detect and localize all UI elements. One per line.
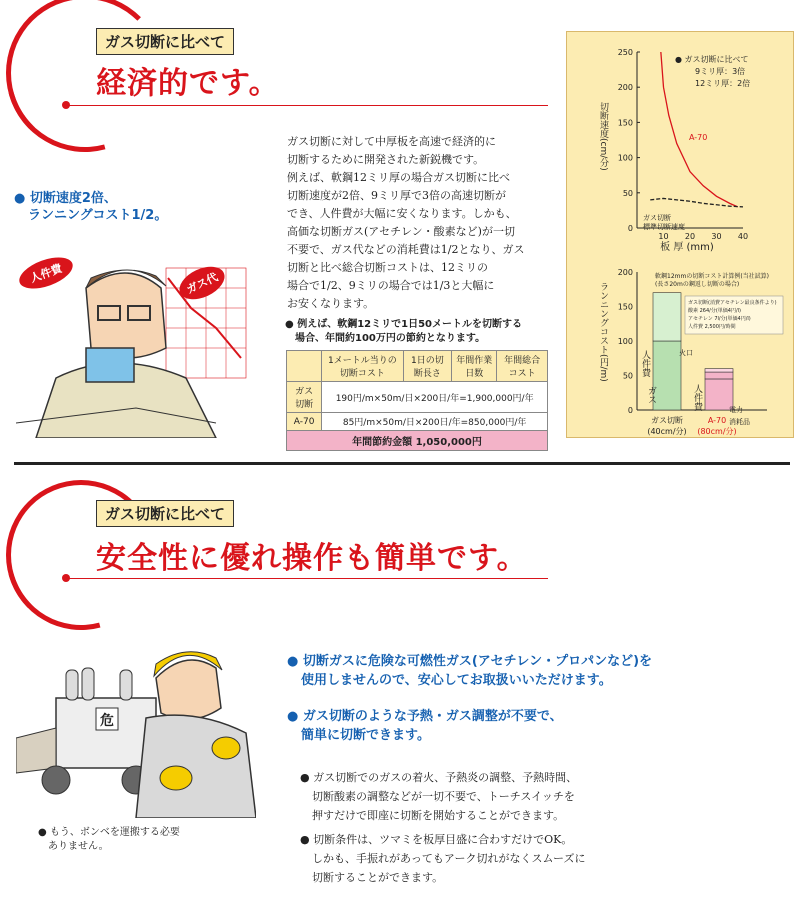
series-label-gas-2: 標準切断速度 [643,223,685,231]
bottom-note-3: 人件費 2,500円/時間 [688,324,736,330]
safety-bullet-2: ● ガス切断のような予熱・ガス調整が不要で、 簡単に切断できます。 [287,709,563,743]
headline2-underline [68,578,548,579]
top-xtick-label: 20 [684,232,696,241]
top-ytick-label: 0 [627,224,633,233]
bottom-note-0: ガス切断(消費アセチレン最良条件より) [688,300,777,306]
bar-label-a70: A-70 [707,416,727,425]
bottom-note-1: 酸素 264/分(単価4円/l) [688,308,741,314]
table-header-cell [287,351,322,382]
bar-segment [653,293,681,341]
top-legend-1: ● ガス切断に比べて [675,55,749,64]
speed-cost-highlight: ● 切断速度2倍、 ランニングコスト1/2。 [14,191,168,223]
series-label-a70: A-70 [689,133,708,142]
bar-segment [705,372,733,379]
top-ytick-label: 100 [617,153,633,163]
top-xlabel: 板 厚 (mm) [660,242,714,253]
table-header-cell: 1日の切断長さ [403,351,452,382]
row-label: ガス切断 [287,382,322,413]
top-ytick-label: 150 [617,118,633,128]
bottom-note-2: アセチレン 7l/分(単価4円/l) [688,316,751,322]
table-header-cell: 1メートル当りの切断コスト [322,351,403,382]
section1-tag: ガス切断に比べて [96,28,234,55]
label-gas-cost: ガス代 [184,270,220,297]
row-value: 190円/m×50m/日×200日/年=1,900,000円/年 [322,382,548,413]
section-divider [14,462,790,465]
label-labor: 人件費 [28,261,64,286]
chart-panel [566,31,794,438]
sub-bullet-1: ● ガス切断でのガスの着火、予熱炎の調整、予熱時間、 切断酸素の調整などが一切不要で、トーチスイッチを 押すだけで即座に切断を開始することができます。 [300,771,578,822]
seg-gas: ガス [646,386,656,404]
bar-label-gas: ガス切断 [651,416,683,425]
table-row [287,382,548,413]
danger-sign: 危 [100,713,114,729]
section2-headline: 安全性に優れ操作も簡単です。 [96,541,528,576]
table-header-cell: 年間総合コスト [497,351,548,382]
bottom-ytick-label: 150 [617,302,633,312]
bar-segment [705,369,733,372]
top-legend-2: 9ミリ厚：3倍 [695,67,746,76]
bottom-ytick-label: 100 [617,337,633,346]
top-xtick-label: 10 [658,232,669,241]
section2-tag: ガス切断に比べて [96,500,234,527]
cost-table [286,350,548,451]
bottom-ytick-label: 0 [627,406,633,415]
bottom-ylabel: ランニングコスト(円/m) [598,282,608,382]
bottom-ytick-label: 50 [622,371,633,381]
bar-segment [653,341,681,410]
safety-bullet-1: ● 切断ガスに危険な可燃性ガス(アセチレン・プロパンなど)を 使用しませんので、安心してお取扱いいただけます。 [287,654,653,688]
top-ytick-label: 250 [617,48,633,57]
table-header-cell: 年間作業日数 [452,351,497,382]
seg-tip: 火口 [679,349,693,357]
table-header-row [287,351,548,382]
sub-bullet-2: ● 切断条件は、ツマミを板厚目盛に合わすだけでOK。 しかも、手振れがあってもアーク切れがなくスムーズに 切断することができます。 [300,833,586,884]
worker-truck-illustration [16,638,256,818]
top-ytick-label: 50 [622,188,633,198]
row-label: A-70 [287,413,322,431]
speed-chart [567,32,793,437]
series-label-gas-1: ガス切断 [643,214,671,222]
bar-sub-a70: (80cm/分) [697,427,737,436]
top-legend-3: 12ミリ厚：2倍 [695,79,751,88]
row-value: 85円/m×50m/日×200日/年=850,000円/年 [322,413,548,431]
seg-labor-a70: 人件費 [692,384,702,411]
section1-paragraph: ガス切断に対して中厚板を高速で経済的に 切断するために開発された新鋭機です。 例えば、軟鋼12ミリ厚の場合ガス切断に比べ 切断速度が2倍、9ミリ厚で3倍の高速切断が でき、人件費が大幅に安くなります。しかも、 高価な切断ガス(アセチレン・酸素など)が一切 不要で、ガス代などの消耗費は1/2となり、ガス 切断と比べ総合切断コストは、12ミリの 場合で1/2、9ミリの場合では1/3と大幅に お安くなります。 [287,135,525,310]
bottom-title-2: (長さ20mの鋼返し切断の場合) [655,281,740,288]
bar-sub-gas: (40cm/分) [647,427,687,436]
top-xtick-label: 30 [711,232,722,241]
table-footer-row [287,431,548,451]
bottom-title-1: 軟鋼12mmの切断コスト計算例(当社試算) [655,273,770,280]
cylinder-caption: ● もう、ボンベを運搬する必要 ありません。 [38,827,180,852]
section1-headline: 経済的です。 [96,66,280,101]
top-ytick-label: 200 [617,83,633,93]
top-xtick-label: 40 [737,232,749,241]
seg-power: 電力 [729,406,743,414]
headline-underline [68,105,548,106]
seg-labor-gas: 人件費 [640,350,650,377]
annual-savings: 年間節約金額 1,050,000円 [287,431,548,451]
bottom-ytick-label: 200 [617,268,633,277]
table-row [287,413,548,431]
seg-consumable: 消耗品 [729,418,750,426]
worker-calculator-illustration [16,248,248,438]
example-note: ● 例えば、軟鋼12ミリで1日50メートルを切断する 場合、年間約100万円の節約となります。 [285,319,522,344]
top-ylabel: 切断速度(cm/分) [598,102,608,171]
